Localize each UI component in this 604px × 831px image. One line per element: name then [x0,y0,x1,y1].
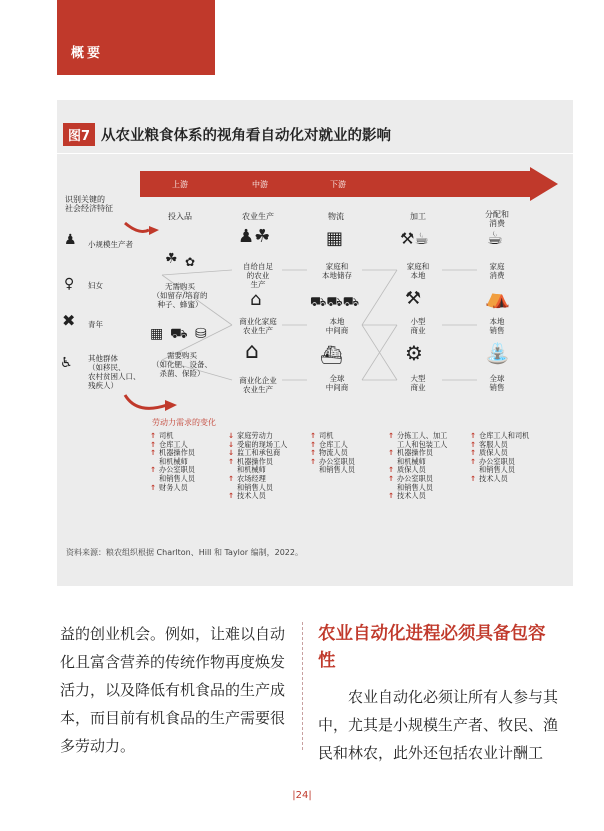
arrow-down-icon: ↓ [228,439,235,449]
labour-change-item [150,449,195,466]
column-divider [302,622,303,750]
tractor-icon: ⛟ [170,326,188,342]
seed-icon: ☘ [165,251,178,267]
figure-title: 从农业粮食体系的视角看自动化对就业的影响 [101,127,392,144]
labour-change-label-cont: 工人和包装工人 [397,439,448,449]
prod-family-commercial: 商业化家庭 农业生产 [239,317,277,335]
column-logistics: 物流 [328,212,344,221]
small-factory-icon: ⚒ [405,288,422,309]
cons-local-sale: 本地 销售 [489,317,505,335]
changes-distribution [470,432,529,484]
labour-change-item [470,475,529,484]
labour-change-item [150,484,195,493]
store-icon: ⛲ [485,341,510,365]
labour-change-label: 办公室职员 [159,465,195,475]
grinder-pot-icon: ⚒☕ [400,229,429,248]
labour-change-label: 办公室职员 [479,456,515,466]
log-global-intermediary: 全球 中间商 [325,374,349,392]
arrow-up-icon: ↑ [150,465,157,475]
input-purchased: 需要购买 （如化肥、设备、 杀菌、保险） [152,351,212,378]
family-meal-icon: ☕ [487,228,504,249]
body-text-right: 农业自动化必须让所有人参与其中，尤其是小规模生产者、牧民、渔民和林农，此外还包括农业计酬工 [318,688,559,762]
fertilizer-icon: ▦ [150,326,164,342]
labour-change-label-cont: 和销售人员 [237,482,273,492]
log-local-intermediary: 本地 中间商 [325,317,349,335]
labour-change-item [388,475,447,492]
chapter-tab [57,0,215,75]
people-group-icon: ♿ [60,355,73,371]
truck-icon: ⛟⛟⛟ [310,295,360,310]
figure-divider [57,153,573,154]
bee-icon: ✿ [185,255,196,269]
labour-change-label: 办公室职员 [319,456,355,466]
silo-barn-icon: ⌂ [245,339,259,364]
cons-global-sale: 全球 销售 [489,374,505,392]
storage-basket-icon: ▦ [326,228,344,249]
labour-change-label: 技术人员 [479,473,508,483]
changes-production [228,432,287,501]
arrow-up-icon: ↑ [228,473,235,483]
labour-change-label: 质保人员 [479,448,508,458]
labour-change-label: 技术人员 [397,491,426,501]
labour-change-item [228,475,287,492]
changes-inputs [150,432,195,492]
page-number: |24| [292,790,312,801]
labour-change-item [470,458,529,475]
column-inputs: 投入品 [168,212,192,221]
labour-change-label-cont: 和机械师 [159,456,188,466]
group-others: 其他群体 （如移民、 农村贫困人口、 残疾人） [88,354,141,390]
arrow-down-icon: ↓ [228,448,235,458]
value-chain-arrow [140,167,558,201]
labour-change-label: 农场经理 [237,473,266,483]
chapter-tab-label: 概要 [71,46,104,61]
labour-change-label: 受雇的现场工人 [237,439,288,449]
arrow-up-icon: ↑ [150,482,157,492]
labour-change-item [388,492,447,501]
arrow-up-icon: ↑ [470,473,477,483]
labour-change-label-cont: 和机械师 [397,456,426,466]
arrow-up-icon: ↑ [150,431,157,440]
group-smallholder: 小规模生产者 [88,240,133,249]
group-youth: 青年 [88,320,103,329]
arrow-up-icon: ↑ [310,431,317,440]
arrow-up-icon: ↑ [388,431,395,440]
large-factory-icon: ⚙ [405,341,423,365]
proc-small-business: 小型 商业 [410,317,426,335]
labour-change-label: 技术人员 [237,491,266,501]
labour-change-item [150,466,195,483]
labour-change-label: 分拣工人、加工 [397,431,448,440]
stage-midstream: 中游 [252,180,268,189]
arrow-up-icon: ↑ [470,456,477,466]
farmer-plants-icon: ♟☘ [238,226,271,247]
column-processing: 加工 [410,212,426,221]
body-text-left: 益的创业机会。例如，让难以自动化且富含营养的传统作物再度焕发活力，以及降低有机食品的生产成本，而目前有机食品的生产需要很多劳动力。 [60,625,286,755]
labour-change-label: 机器操作员 [397,448,433,458]
arrow-up-icon: ↑ [150,439,157,449]
labour-change-label: 机器操作员 [237,456,273,466]
arrow-up-icon: ↑ [470,448,477,458]
arrow-up-icon: ↑ [150,448,157,458]
stage-downstream: 下游 [330,180,346,189]
labour-change-label: 办公室职员 [397,473,433,483]
arrow-down-icon: ↓ [228,431,235,440]
arrow-up-icon: ↑ [310,439,317,449]
figure-header [63,123,391,145]
section-heading: 农业自动化进程必须具备包容性 [318,624,546,671]
arrow-up-icon: ↑ [388,473,395,483]
labour-change-item [388,432,447,449]
figure-source: 资料来源：粮农组织根据 Charlton、Hill 和 Taylor 编制，2022。 [66,548,303,557]
labour-change-item [388,449,447,466]
labour-change-label: 仓库工人 [319,439,348,449]
group-women: 妇女 [88,281,103,290]
labour-change-item [228,458,287,475]
labour-change-label: 物流人员 [319,448,348,458]
youth-icon: ✖ [62,311,76,330]
labour-change-label-cont: 和销售人员 [159,473,195,483]
labour-change-label: 仓库工人 [159,439,188,449]
proc-home-local: 家庭和 本地 [406,262,430,280]
labour-change-label-cont: 和机械师 [237,465,266,475]
arrow-up-icon: ↑ [388,491,395,501]
changes-processing [388,432,447,501]
labour-change-label: 机器操作员 [159,448,195,458]
labour-change-label: 司机 [159,431,174,440]
labour-change-label: 客服人员 [479,439,508,449]
row-header: 识别关键的 社会经济特征 [65,195,113,213]
ship-icon: ⛴ [320,345,343,366]
labour-change-item [310,458,355,475]
arrow-up-icon: ↑ [388,465,395,475]
barn-icon: ⌂ [250,289,262,310]
woman-icon: ♀ [64,276,75,292]
labour-change-item [228,492,287,501]
arrow-up-icon: ↑ [470,431,477,440]
farmer-icon: ♟ [64,232,77,248]
prod-subsistence: 自给自足 的农业 生产 [243,262,273,289]
labour-change-title: 劳动力需求的变化 [152,418,216,427]
labour-change-label: 监工和承包商 [237,448,281,458]
column-production: 农业生产 [242,212,274,221]
labour-change-label-cont: 和销售人员 [397,482,433,492]
changes-logistics [310,432,355,475]
labour-change-label: 质保人员 [397,465,426,475]
labour-change-label: 财务人员 [159,482,188,492]
labour-change-label-cont: 和销售人员 [319,465,355,475]
figure-badge: 图7 [63,123,95,146]
labour-change-label: 家庭劳动力 [237,431,273,440]
coins-icon: ⛁ [195,326,207,342]
arrow-up-icon: ↑ [310,448,317,458]
labour-change-label: 司机 [319,431,334,440]
arrow-up-icon: ↑ [388,448,395,458]
column-distribution: 分配和 消费 [485,210,509,228]
arrow-up-icon: ↑ [310,456,317,466]
labour-change-label-cont: 和销售人员 [479,465,515,475]
proc-large-business: 大型 商业 [410,374,426,392]
stage-upstream: 上游 [172,180,188,189]
cons-home: 家庭 消费 [489,262,505,280]
arrow-up-icon: ↑ [228,456,235,466]
log-home-local: 家庭和 本地储存 [322,262,352,280]
labour-change-label: 仓库工人和司机 [479,431,530,440]
arrow-up-icon: ↑ [470,439,477,449]
arrow-up-icon: ↑ [228,491,235,501]
prod-enterprise-commercial: 商业化企业 农业生产 [239,376,277,394]
market-stall-icon: ⛺ [485,285,510,309]
input-unpurchased: 无需购买 （如留存/培育的 种子、蜂蜜） [152,282,208,309]
